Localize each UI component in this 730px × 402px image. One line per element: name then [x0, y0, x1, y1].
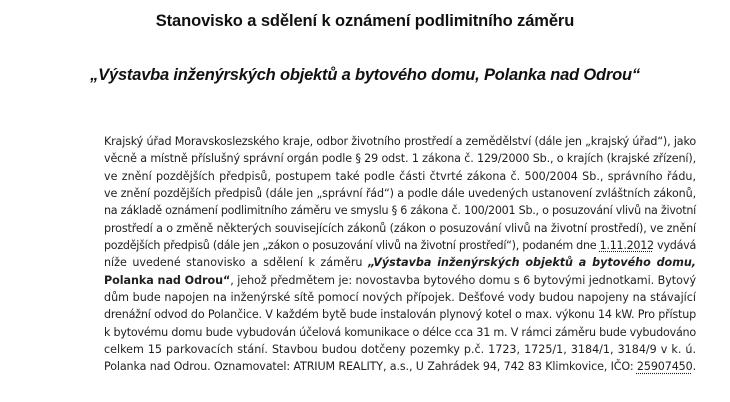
paragraph-line-14-end: .: [692, 360, 696, 374]
body-paragraph: [104, 133, 696, 376]
paragraph-line-8: [104, 254, 696, 271]
paragraph-line-14: [104, 358, 696, 375]
paragraph-line-9: [104, 272, 696, 289]
project-title: „Výstavba inženýrských objektů a bytového domu, Polanka nad Odrou“: [90, 66, 640, 84]
paragraph-line-7-text: pozdějších předpisů (dále jen „zákon o posuzování vlivů na životní prostředí“), podaném dne: [104, 239, 600, 253]
paragraph-line-13: celkem 15 parkovacích stání. Stavbou budou dotčeny pozemky p.č. 1723, 1725/1, 3184/1, 3184/9 v k. ú.: [104, 343, 696, 357]
paragraph-line-4: ve znění pozdějších předpisů (dále jen „správní řád“) a podle dále uvedených ustanovení zvláštních zákonů,: [104, 187, 696, 201]
paragraph-line-5: na základě oznámení podlimitního záměru ve smyslu § 6 zákona č. 100/2001 Sb., o posuzování vlivů na životní: [104, 204, 696, 218]
paragraph-line-6: prostředí a o změně některých souvisejících zákonů (zákon o posuzování vlivů na životní prostředí), ve znění: [104, 221, 696, 235]
submission-date: 1.11.2012: [599, 239, 654, 253]
paragraph-line-8-text: níže uvedené stanovisko a sdělení k záměru: [104, 256, 368, 270]
paragraph-line-11: drenážní odvod do Polančice. V každém bytě bude instalován plynový kotel o max. výkonu 14 kW. Pro přístup: [104, 308, 696, 322]
paragraph-line-2: věcně a místně příslušný správní orgán podle § 29 odst. 1 zákona č. 129/2000 Sb., o krajích (krajské zřízení),: [104, 152, 696, 166]
paragraph-line-1: Krajský úřad Moravskoslezského kraje, odbor životního prostředí a zemědělství (dále jen „krajský úřad“), jako: [104, 135, 697, 148]
paragraph-line-7: [104, 237, 696, 254]
project-location-inline: Polanka nad Odrou“: [104, 273, 231, 287]
paragraph-line-3: ve znění pozdějších předpisů, postupem také podle části čtvrté zákona č. 500/2004 Sb., správního řádu,: [104, 169, 696, 183]
paragraph-line-14-text: Polanka nad Odrou. Oznamovatel: ATRIUM REALITY, a.s., U Zahrádek 94, 742 83 Klimkovice, IČO:: [104, 360, 637, 374]
document-title: Stanovisko a sdělení k oznámení podlimitního záměru: [155, 12, 575, 30]
paragraph-line-12: k bytovému domu bude vybudován účelová komunikace o délce cca 31 m. V rámci záměru bude vybudováno: [104, 325, 696, 339]
company-id-number: 25907450: [636, 360, 693, 374]
paragraph-line-7-end: vydává: [653, 239, 697, 253]
paragraph-line-9-text: , jehož předmětem je: novostavba bytového domu s 6 bytovými jednotkami. Bytový: [230, 273, 696, 287]
paragraph-line-10: dům bude napojen na inženýrské sítě pomocí nových přípojek. Dešťové vody budou napojeny na stávající: [104, 291, 696, 305]
project-name-inline: „Výstavba inženýrských objektů a bytového domu,: [367, 256, 696, 270]
